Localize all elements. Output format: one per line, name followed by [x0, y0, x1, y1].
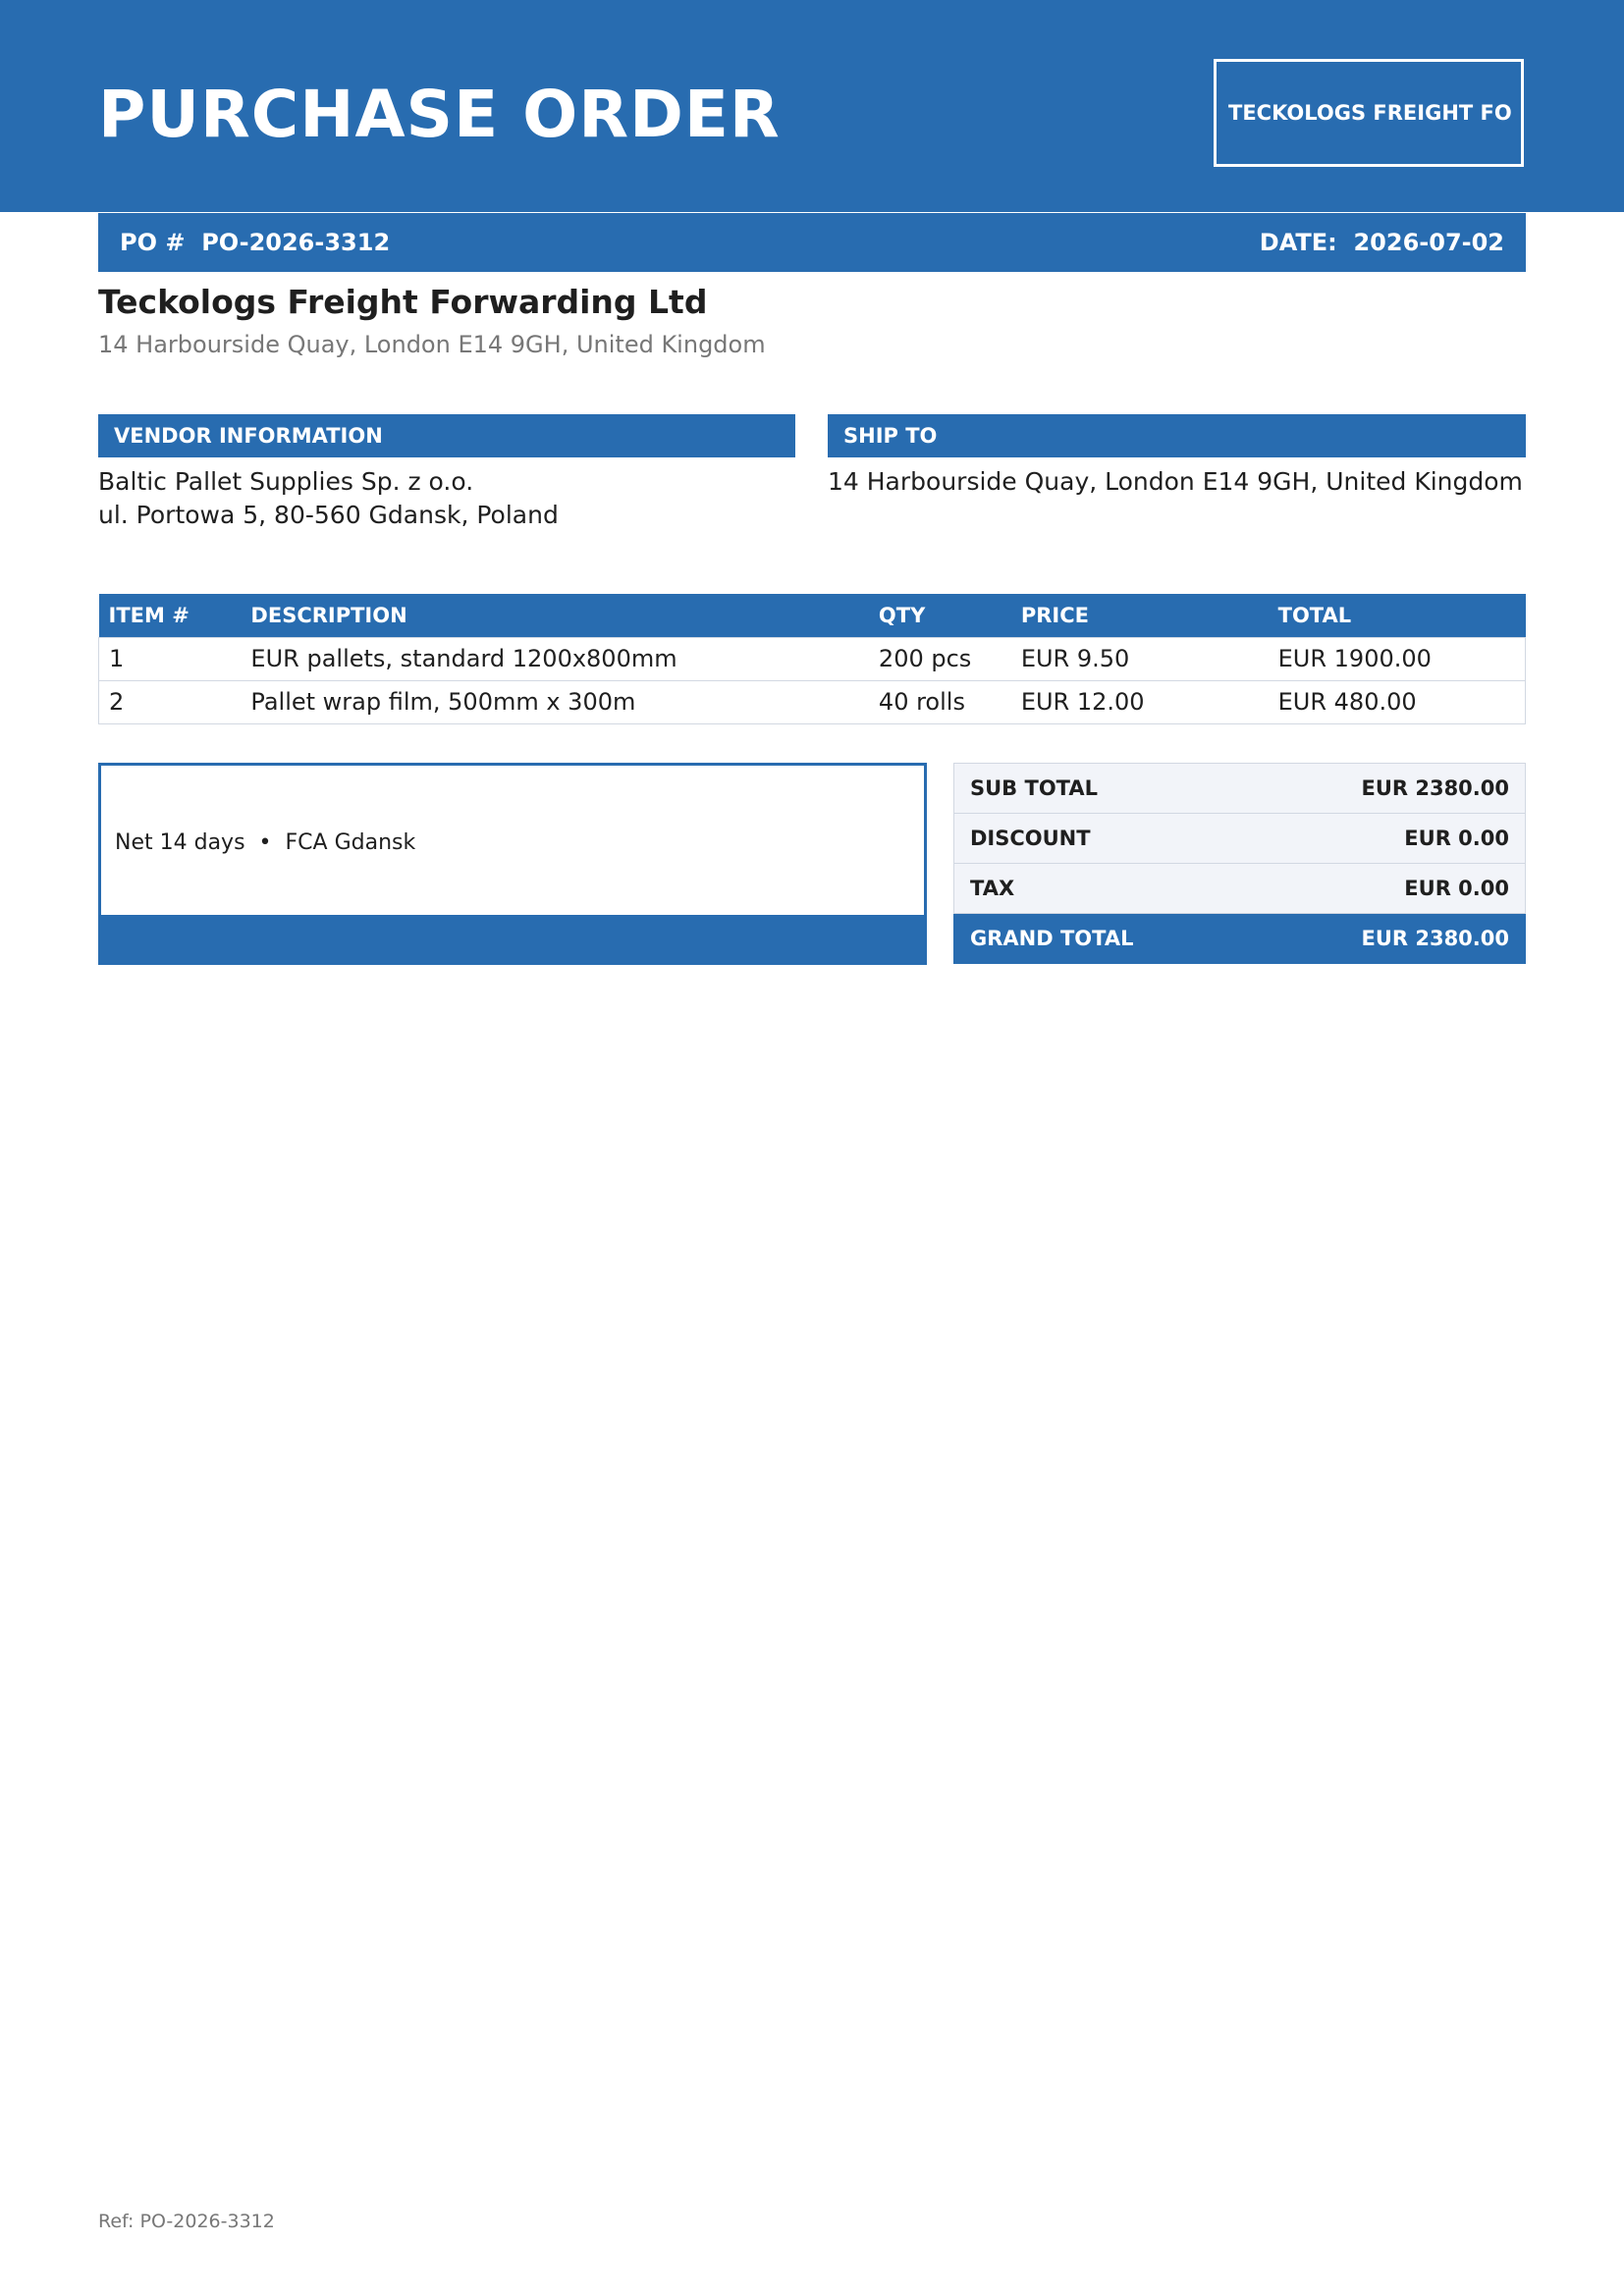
terms-text: [115, 830, 415, 855]
grand-total-label: GRAND TOTAL: [954, 914, 1252, 964]
totals-table: [953, 763, 1526, 964]
company-logo: [1214, 59, 1524, 167]
po-info-bar: [98, 213, 1526, 272]
line-items-table: [98, 594, 1526, 724]
column-header-price: PRICE: [1011, 594, 1269, 637]
tax-label: TAX: [954, 864, 1252, 914]
bullet-separator: •: [258, 830, 272, 855]
vendor-section-heading: VENDOR INFORMATION: [98, 414, 795, 457]
subtotal-label: SUB TOTAL: [954, 764, 1252, 814]
column-header-qty: QTY: [869, 594, 1011, 637]
totals-row-subtotal: [954, 764, 1526, 814]
company-name: Teckologs Freight Forwarding Ltd: [98, 283, 708, 321]
tax-value: EUR 0.00: [1252, 864, 1526, 914]
item-qty: 200 pcs: [869, 637, 1011, 680]
logo-text: TECKOLOGS FREIGHT FO: [1228, 101, 1512, 125]
table-row: [99, 680, 1526, 723]
table-header-row: [99, 594, 1526, 637]
incoterm: FCA Gdansk: [285, 830, 416, 855]
document-title: PURCHASE ORDER: [98, 77, 781, 152]
discount-label: DISCOUNT: [954, 814, 1252, 864]
po-number-group: [120, 229, 390, 256]
date-value: 2026-07-02: [1353, 229, 1504, 256]
grand-total-value: EUR 2380.00: [1252, 914, 1526, 964]
column-header-total: TOTAL: [1269, 594, 1526, 637]
terms-box: [98, 763, 927, 965]
footer-reference: Ref: PO-2026-3312: [98, 2211, 275, 2232]
totals-row-tax: [954, 864, 1526, 914]
ship-to-address: 14 Harbourside Quay, London E14 9GH, United Kingdom: [828, 467, 1523, 496]
discount-value: EUR 0.00: [1252, 814, 1526, 864]
item-price: EUR 9.50: [1011, 637, 1269, 680]
po-date-group: [1260, 229, 1504, 256]
item-number: 1: [99, 637, 242, 680]
item-total: EUR 1900.00: [1269, 637, 1526, 680]
item-total: EUR 480.00: [1269, 680, 1526, 723]
column-header-description: DESCRIPTION: [241, 594, 869, 637]
payment-terms: Net 14 days: [115, 830, 245, 855]
vendor-address: ul. Portowa 5, 80-560 Gdansk, Poland: [98, 501, 559, 529]
terms-box-footer-bar: [101, 915, 924, 962]
item-price: EUR 12.00: [1011, 680, 1269, 723]
item-qty: 40 rolls: [869, 680, 1011, 723]
po-number: PO-2026-3312: [201, 229, 391, 256]
company-address: 14 Harbourside Quay, London E14 9GH, United Kingdom: [98, 331, 766, 358]
totals-row-grand-total: [954, 914, 1526, 964]
column-header-item: ITEM #: [99, 594, 242, 637]
po-label: PO #: [120, 229, 186, 256]
vendor-name: Baltic Pallet Supplies Sp. z o.o.: [98, 467, 474, 496]
item-number: 2: [99, 680, 242, 723]
item-description: Pallet wrap film, 500mm x 300m: [241, 680, 869, 723]
ship-to-details: [828, 465, 1523, 499]
vendor-details: [98, 465, 559, 532]
header-banner: [0, 0, 1624, 212]
subtotal-value: EUR 2380.00: [1252, 764, 1526, 814]
ship-to-section-heading: SHIP TO: [828, 414, 1526, 457]
item-description: EUR pallets, standard 1200x800mm: [241, 637, 869, 680]
table-row: [99, 637, 1526, 680]
totals-row-discount: [954, 814, 1526, 864]
date-label: DATE:: [1259, 229, 1337, 256]
